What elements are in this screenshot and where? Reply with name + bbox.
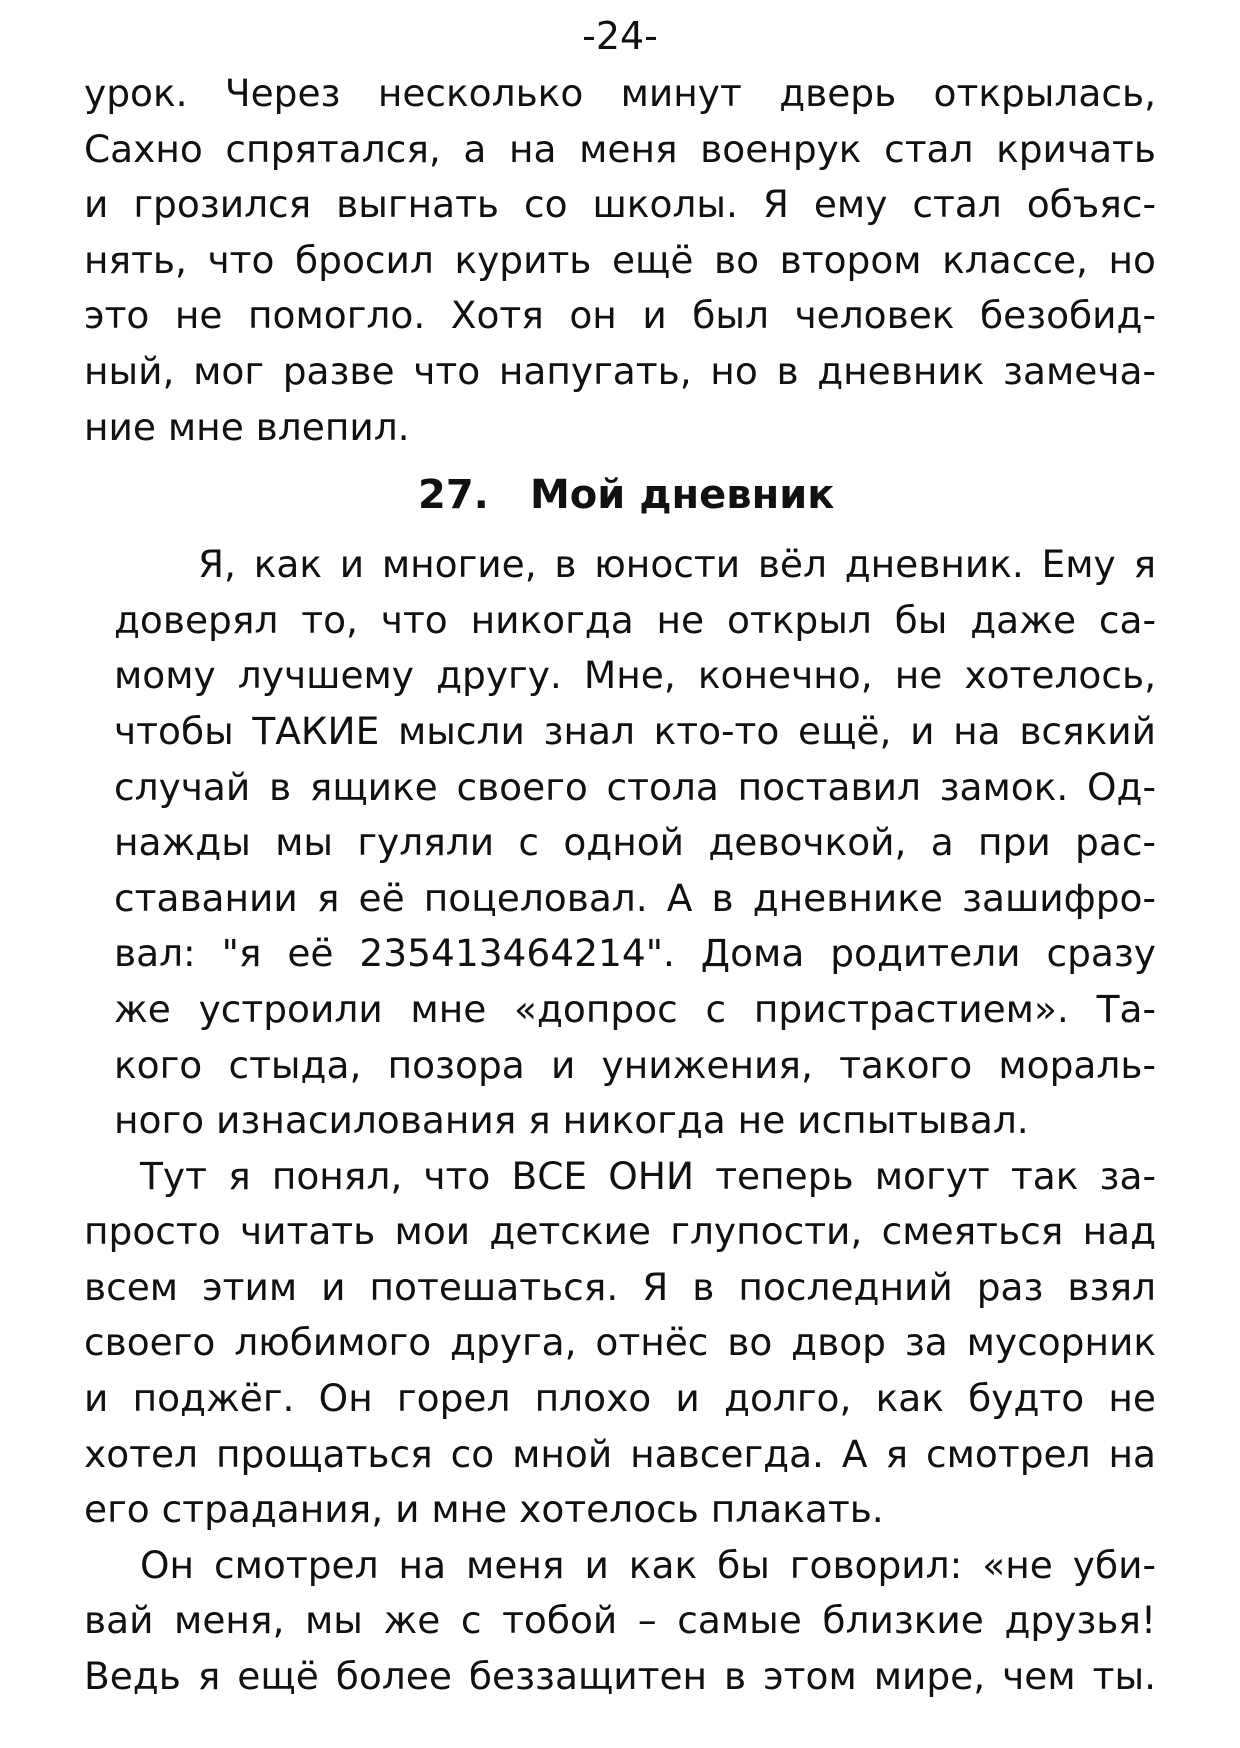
text-line: хотел прощаться со мной навсегда. А я смотрел на [84,1431,1156,1476]
text-line: Я, как и многие, в юности вёл дневник. Ему я [198,542,1156,587]
text-line: случай в ящике своего стола поставил замок. Од- [114,764,1156,809]
text-line: чтобы ТАКИЕ мысли знал кто-то ещё, и на всякий [114,708,1156,753]
text-line: же устроили мне «допрос с пристрастием». Та- [114,986,1156,1031]
paragraph-understanding [84,1149,1156,1538]
text-line: ный, мог разве что напугать, но в дневник замеча- [84,348,1156,393]
text-line: Сахно спрятался, а на меня военрук стал кричать [84,126,1156,171]
chapter-title: Мой дневник [530,472,835,519]
text-line: ние мне влепил. [84,404,410,449]
text-line: ного изнасилования я никогда не испытывал. [114,1098,1029,1143]
page-number: -24- [582,14,658,58]
text-line: это не помогло. Хотя он и был человек безобид- [84,293,1156,338]
text-line: вал: "я её 235413464214". Дома родители сразу [114,931,1156,976]
paragraph-farewell [84,1538,1156,1705]
text-line: и грозился выгнать со школы. Я ему стал объяс- [84,182,1156,227]
text-line: кого стыда, позора и унижения, такого мораль- [114,1042,1156,1087]
text-line: нять, что бросил курить ещё во втором классе, но [84,237,1156,282]
intro-paragraph [84,66,1156,455]
text-line: нажды мы гуляли с одной девочкой, а при рас- [114,820,1156,865]
text-line: Ведь я ещё более беззащитен в этом мире, чем ты. [84,1654,1156,1699]
text-line: доверял то, что никогда не открыл бы даже са- [114,597,1156,642]
paragraph-diary [84,537,1156,1149]
text-line: и поджёг. Он горел плохо и долго, как будто не [84,1376,1156,1421]
text-line: своего любимого друга, отнёс во двор за мусорник [84,1320,1156,1365]
text-line: просто читать мои детские глупости, смеяться над [84,1209,1156,1254]
book-page [84,10,1156,1738]
text-line: всем этим и потешаться. Я в последний раз взял [84,1264,1156,1309]
text-line: вай меня, мы же с тобой – самые близкие друзья! [84,1598,1156,1643]
text-line: урок. Через несколько минут дверь открылась, [84,71,1156,115]
text-line: ставании я её поцеловал. А в дневнике зашифро- [114,875,1156,920]
chapter-heading [84,463,1156,527]
text-line: его страдания, и мне хотелось плакать. [84,1487,884,1532]
chapter-number: 27. [418,472,489,519]
text-line: мому лучшему другу. Мне, конечно, не хотелось, [114,653,1156,698]
text-line: Он смотрел на меня и как бы говорил: «не уби- [140,1542,1156,1587]
text-line: Тут я понял, что ВСЕ ОНИ теперь могут так за- [140,1153,1156,1198]
